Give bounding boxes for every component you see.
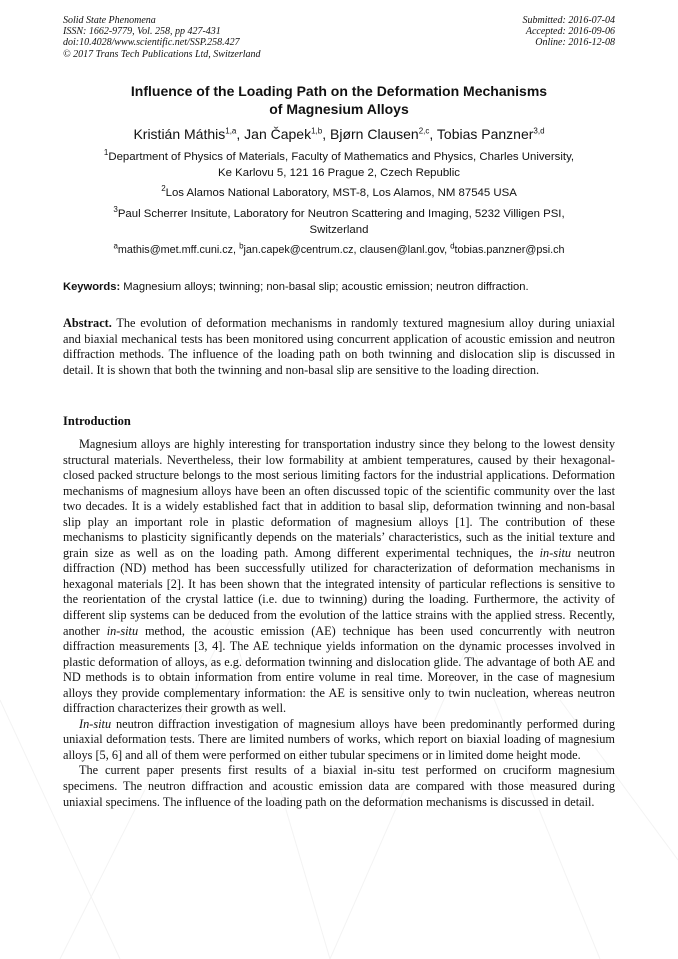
intro-paragraph-1 [63, 437, 615, 717]
author-name: Bjørn Clausen [330, 126, 419, 142]
affiliation-sup: 3 [113, 205, 118, 215]
submission-dates [523, 15, 616, 49]
text-run-italic: in-situ [106, 623, 139, 638]
author-sep: , [429, 126, 437, 142]
affiliation-line: Paul Scherrer Insitute, Laboratory for Neutron Scattering and Imaging, 5232 Villigen PSI, [117, 208, 565, 220]
paper-title [63, 82, 615, 118]
abstract-label: Abstract. [63, 316, 112, 330]
author-sup: 1,b [311, 126, 323, 136]
text-run-italic: in-situ [539, 545, 572, 560]
email-sup: b [239, 241, 244, 251]
author-sup: 1,a [225, 126, 237, 136]
journal-info [63, 15, 261, 60]
author-sup: 2,c [418, 126, 430, 136]
email-text: jan.capek@centrum.cz, clausen@lanl.gov, [243, 244, 451, 256]
copyright-line: © 2017 Trans Tech Publications Ltd, Switzerland [63, 48, 261, 60]
email-sup: a [113, 241, 118, 251]
author-sep: , [236, 126, 245, 142]
affiliation-1 [63, 150, 615, 181]
author-emails [63, 243, 615, 258]
title-line-1: Influence of the Loading Path on the Deformation Mechanisms [130, 83, 548, 99]
affiliation-line: Ke Karlovu 5, 121 16 Prague 2, Czech Republic [218, 166, 460, 179]
text-run: neutron diffraction (ND) method has been successfully utilized for characterization of deformation mechanisms in hexagonal materials [2]. It has been shown that the integrated intensity of particular reflections is sensitive to the reorientation of the crystal lattice (i.e. due to twinning) during the loading. Furthermore, the activity of different slip systems can be deduced from the evolution of the lattice strains with the applied stress. Recently, another [63, 545, 615, 638]
text-run: The current paper presents first results of a biaxial in-situ test performed on cruciform magnesium specimens. The neutron diffraction and acoustic emission data are compared with those measured during uniaxial specimens. The influence of the loading path on the deformation mechanisms is discussed in detail. [63, 763, 615, 809]
author-name: Kristián Máthis [133, 126, 226, 142]
author-sup: 3,d [533, 126, 545, 136]
keywords-label: Keywords: [63, 281, 121, 293]
email-text: tobias.panzner@psi.ch [454, 244, 565, 256]
affiliation-line: Los Alamos National Laboratory, MST-8, Los Alamos, NM 87545 USA [165, 187, 517, 199]
introduction-body [63, 437, 615, 810]
title-line-2: of Magnesium Alloys [269, 101, 409, 117]
affiliation-sup: 2 [161, 184, 166, 194]
email-text: mathis@met.mff.cuni.cz, [117, 244, 240, 256]
intro-paragraph-3 [63, 763, 615, 810]
author-name: Jan Čapek [244, 126, 312, 142]
affiliation-3 [63, 207, 615, 238]
text-run-italic: In-situ [79, 716, 112, 731]
doi-line: doi:10.4028/www.scientific.net/SSP.258.427 [63, 37, 240, 49]
abstract-text: The evolution of deformation mechanisms in randomly textured magnesium alloy during uniaxial and biaxial mechanical tests has been monitored using concurrent application of acoustic emission and neutron diffraction methods. The influence of the loading path on both twinning and dislocation slip is discussed in detail. It is shown that both the twinning and non-basal slip are sensitive to the loading direction. [63, 316, 615, 377]
issn-line: ISSN: 1662-9779, Vol. 258, pp 427-431 [63, 26, 221, 38]
submitted-date: Submitted: 2016-07-04 [522, 15, 615, 26]
journal-name: Solid State Phenomena [63, 15, 156, 26]
accepted-date: Accepted: 2016-09-06 [525, 26, 615, 38]
author-list [63, 125, 615, 143]
email-sup: d [450, 241, 455, 251]
text-run: method, the acoustic emission (AE) technique has been used concurrently with neutron diffraction measurements [3, 4]. The AE technique yields information on the dynamic processes involved in plastic deformation of alloys, as e.g. deformation twinning and dislocation glide. The advantage of both AE and ND methods is to obtain information from entire volume in real time. Moreover, in the case of magnesium alloys they provide complementary information: the AE is sensitive only to twin nucleation, whereas neutron diffraction characterizes their growth as well. [63, 623, 615, 716]
intro-paragraph-2 [63, 717, 615, 764]
affiliation-2 [63, 186, 615, 202]
keywords [63, 280, 615, 295]
abstract [63, 316, 615, 378]
online-date: Online: 2016-12-08 [535, 37, 615, 49]
affiliation-line: Switzerland [309, 223, 369, 236]
affiliation-sup: 1 [103, 148, 109, 158]
text-run: Magnesium alloys are highly interesting for transportation industry since they belong to the lowest density structural materials. Nevertheless, their low formability at ambient temperatures, caused by their hexagonal-closed packed structure belongs to the most serious limiting factors for the industrial applications. Deformation mechanisms of magnesium alloys have been an often discussed topic of the scientific community over the last two decades. It is a widely established fact that in addition to basal slip, deformation twinning and non-basal slip play an important role in plastic deformation of magnesium alloys [1]. The contribution of these mechanisms to plasticity significantly depends on the materials’ characteristics, such as the initial texture and grain size as well as on the loading path. Among different experimental techniques, the [63, 437, 615, 560]
text-run: neutron diffraction investigation of magnesium alloys have been predominantly performed during uniaxial deformation tests. There are limited numbers of works, which report on biaxial loading of magnesium alloys [5, 6] and all of them were performed on either tubular specimens or in limited dome height mode. [63, 716, 615, 762]
section-heading-introduction: Introduction [63, 414, 131, 428]
keywords-text: Magnesium alloys; twinning; non-basal slip; acoustic emission; neutron diffraction. [120, 281, 529, 293]
author-sep: , [322, 126, 330, 142]
author-name: Tobias Panzner [436, 126, 534, 142]
affiliation-line: Department of Physics of Materials, Faculty of Mathematics and Physics, Charles University, [108, 151, 575, 163]
